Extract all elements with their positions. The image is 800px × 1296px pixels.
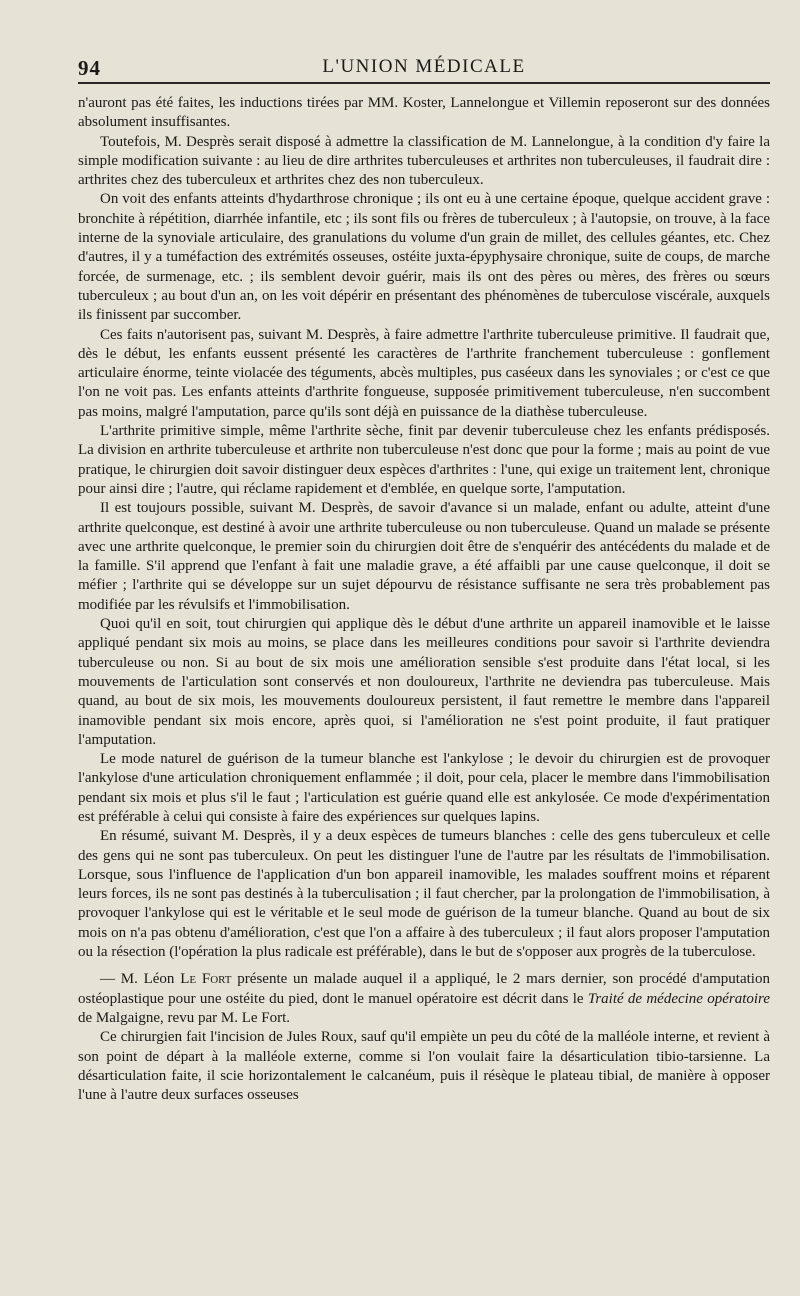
- page-number: 94: [78, 56, 101, 80]
- le-fort-name: Le Fort: [180, 971, 232, 988]
- paragraph-3: On voit des enfants atteints d'hydarthrose chronique ; ils ont eu à une certaine époque, quelque accident grave : bronchite à répétition, diarrhée infantile, etc ; ils sont fils ou frères de tuberculeux ; à l'autopsie, on trouve, à la face interne de la synoviale articulaire, des granulations du volume d'un grain de millet, des cellules géantes, etc. Chez d'autres, il y a tuméfaction des extrémités osseuses, ostéite juxta-épyphysaire chronique, suite de coups, de marche forcée, de surmenage, etc. ; ils semblent devoir guérir, mais ils ont des pères ou mères, des frères ou sœurs tuberculeux ; au bout d'un an, on les voit dépérir en présentant des phénomènes de tuberculose viscérale, auxquels ils finissent par succomber.: [78, 191, 770, 324]
- paragraph-5: L'arthrite primitive simple, même l'arthrite sèche, finit par devenir tuberculeuse chez les enfants prédisposés. La division en arthrite tuberculeuse et arthrite non tuberculeuse n'est donc que pour la forme ; mais au point de vue pratique, le chirurgien doit savoir distinguer deux espèces d'arthrites : l'une, qui exige un traitement lent, chronique pour ainsi dire ; l'autre, qui réclame rapidement et d'emblée, en quelque sorte, l'amputation.: [78, 423, 770, 497]
- page-header: [78, 52, 770, 84]
- le-fort-text-2: de Malgaigne, revu par M. Le Fort.: [78, 1009, 291, 1026]
- paragraph-8: Le mode naturel de guérison de la tumeur blanche est l'ankylose ; le devoir du chirurgien est de provoquer l'ankylose d'une articulation chroniquement enflammée ; il doit, pour cela, placer le membre dans l'immobilisation pendant six mois et plus s'il le faut ; l'articulation est guérie quand elle est ankylosée. Ce mode d'expérimentation est préférable à celui qui consiste à faire des expériences sur quelques lapins.: [78, 751, 770, 825]
- book-title: Traité de médecine opératoire: [587, 990, 770, 1007]
- running-title: L'UNION MÉDICALE: [322, 56, 526, 77]
- paragraph-2: Toutefois, M. Desprès serait disposé à admettre la classification de M. Lannelongue, à la condition d'y faire la simple modification suivante : au lieu de dire arthrites tuberculeuses et arthrites non tuberculeuses, il faudrait dire : arthrites chez des tuberculeux et arthrites chez des non tuberculeux.: [78, 133, 770, 189]
- paragraph-4: Ces faits n'autorisent pas, suivant M. Desprès, à faire admettre l'arthrite tuberculeuse primitive. Il faudrait que, dès le début, les enfants eussent présenté les caractères de l'arthrite franchement tuberculeuse : gonflement articulaire énorme, teinte violacée des téguments, abcès multiples, pus caséeux dans les synoviales ; or c'est ce que l'on ne voit pas. Les enfants atteints d'arthrite fongueuse, supposée primitivement tuberculeuse, n'en succombent pas moins, malgré l'amputation, parce qu'ils sont déjà en puissance de la diathèse tuberculeuse.: [78, 326, 770, 420]
- le-fort-text-1: présente un malade auquel il a appliqué, le 2 mars dernier, son procédé d'amputation ostéoplastique pour une ostéite du pied, dont le manuel opératoire est décrit dans le: [78, 971, 770, 1007]
- article-body: [78, 94, 770, 1105]
- le-fort-lead: — M. Léon: [100, 971, 181, 988]
- paragraph-le-fort: [78, 970, 770, 1028]
- paragraph-1: n'auront pas été faites, les inductions tirées par MM. Koster, Lannelongue et Villemin reposeront sur des données absolument insuffisantes.: [78, 95, 770, 131]
- paragraph-7: Quoi qu'il en soit, tout chirurgien qui applique dès le début d'une arthrite un appareil inamovible et le laisse appliqué pendant six mois au moins, se place dans les meilleures conditions pour savoir si l'arthrite deviendra tuberculeuse ou non. Si au bout de six mois une amélioration sensible s'est produite dans l'état local, si les mouvements de l'articulation sont conservés et non douloureux, l'arthrite ne deviendra pas tuberculeuse. Mais quand, au bout de six mois, les mouvements douloureux persistent, il faut remettre le membre dans l'appareil inamovible pendant six mois encore, après quoi, si l'amélioration ne s'est point produite, il faut pratiquer l'amputation.: [78, 616, 770, 748]
- paragraph-9: En résumé, suivant M. Desprès, il y a deux espèces de tumeurs blanches : celle des gens tuberculeux et celle des gens qui ne sont pas tuberculeux. On peut les distinguer l'une de l'autre par les résultats de l'immobilisation. Lorsque, sous l'influence de l'application d'un bon appareil inamovible, les malades souffrent moins et réparent leurs forces, ils ne sont pas destinés à la tuberculisation ; il faut chercher, par la prolongation de l'immobilisation, à provoquer l'ankylose qui est le véritable et le seul mode de guérison de la tumeur blanche. Quand au bout de six mois on n'a pas obtenu d'amélioration, c'est que l'on a affaire à des tuberculeux ; il faut alors proposer l'amputation ou la résection (l'opération la plus radicale est préférable), dans le but de s'opposer aux progrès de la tuberculose.: [78, 828, 770, 961]
- paragraph-6: Il est toujours possible, suivant M. Desprès, de savoir d'avance si un malade, enfant ou adulte, atteint d'une arthrite quelconque, est destiné à avoir une arthrite tuberculeuse ou non tuberculeuse. Quand un malade se présente avec une arthrite quelconque, le premier soin du chirurgien doit être de s'enquérir des antécédents du malade et de la famille. S'il apprend que l'enfant à fait une maladie grave, a été affaibli par une cause quelconque, il doit se méfier ; l'arthrite qui se développe sur un sujet dépourvu de résistance suffisante ne sera très probablement pas modifiée par les révulsifs et l'immobilisation.: [78, 500, 770, 613]
- paragraph-last: Ce chirurgien fait l'incision de Jules Roux, sauf qu'il empiète un peu du côté de la malléole interne, et revient à son point de départ à la malléole externe, comme si l'on voulait faire la désarticulation tibio-tarsienne. La désarticulation faite, il scie horizontalement le calcanéum, puis il résèque le plateau tibial, de manière à opposer l'une à l'autre deux surfaces osseuses: [78, 1029, 770, 1104]
